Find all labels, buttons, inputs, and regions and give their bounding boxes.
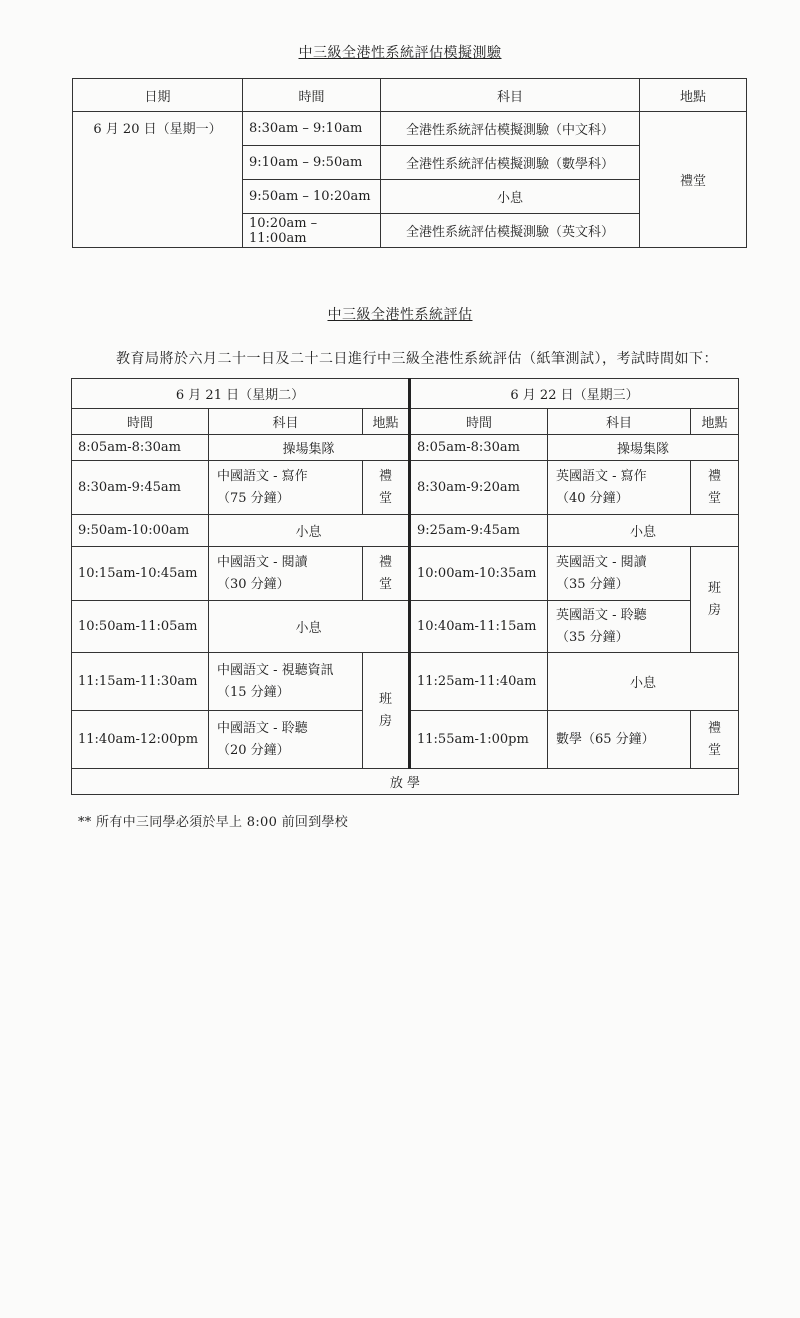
- day1-header-subject: 科目: [209, 409, 363, 435]
- subject-duration: （35 分鐘）: [556, 576, 629, 592]
- day1-r2-time: 10:15am-10:45am: [72, 547, 209, 601]
- table-row: [72, 435, 739, 461]
- header-venue: 地點: [640, 79, 747, 112]
- venue-char: 禮: [378, 468, 392, 484]
- day1-r1-time: 8:30am-9:45am: [72, 461, 209, 515]
- day2-r4-time: 11:55am-1:00pm: [410, 711, 548, 769]
- day2-assembly-time: 8:05am-8:30am: [410, 435, 548, 461]
- mock-subject: 全港性系統評估模擬測驗（英文科）: [381, 214, 640, 248]
- venue-char: 堂: [707, 490, 721, 506]
- subject-name: 中國語文 - 聆聽: [217, 720, 308, 736]
- subject-name: 英國語文 - 寫作: [556, 468, 647, 484]
- day1-r4-time: 11:40am-12:00pm: [72, 711, 209, 769]
- column-header-row: [72, 409, 739, 435]
- footnote: ** 所有中三同學必須於早上 8:00 前回到學校: [78, 815, 349, 830]
- mock-subject: 小息: [381, 180, 640, 214]
- day1-r3-time: 11:15am-11:30am: [72, 653, 209, 711]
- venue-char: 堂: [707, 742, 721, 758]
- header-date: 日期: [73, 79, 243, 112]
- day1-r2-venue: [363, 547, 410, 601]
- day1-break2-time: 10:50am-11:05am: [72, 601, 209, 653]
- subject-name: 中國語文 - 閱讀: [217, 554, 308, 570]
- day1-r1-venue: [363, 461, 410, 515]
- mock-time: 10:20am – 11:00am: [243, 214, 381, 248]
- day1-r3-subject: [209, 653, 363, 711]
- mock-time: 8:30am – 9:10am: [243, 112, 381, 146]
- subject-duration: （75 分鐘）: [217, 490, 290, 506]
- day2-header-subject: 科目: [548, 409, 691, 435]
- dismissal-row: [72, 769, 739, 795]
- day2-break1: 小息: [548, 515, 739, 547]
- day2-r3-subject: [548, 601, 691, 653]
- mock-test-table: [72, 78, 747, 248]
- subject-name: 英國語文 - 閱讀: [556, 554, 647, 570]
- subject-duration: （35 分鐘）: [556, 629, 629, 645]
- table-row: [73, 112, 747, 146]
- day2-assembly: 操場集隊: [548, 435, 739, 461]
- tsa-intro: 教育局將於六月二十一日及二十二日進行中三級全港性系統評估（紙筆測試），考試時間如下：: [116, 351, 718, 367]
- day2-header-time: 時間: [410, 409, 548, 435]
- mock-subject: 全港性系統評估模擬測驗（中文科）: [381, 112, 640, 146]
- subject-duration: （20 分鐘）: [217, 742, 290, 758]
- day-header-row: [72, 379, 739, 409]
- mock-time: 9:50am – 10:20am: [243, 180, 381, 214]
- day1-date: 6 月 21 日（星期二）: [72, 379, 410, 409]
- day1-assembly-time: 8:05am-8:30am: [72, 435, 209, 461]
- day2-r3-time: 10:40am-11:15am: [410, 601, 548, 653]
- day2-r1-venue: [691, 461, 739, 515]
- mock-date: 6 月 20 日（星期一）: [73, 112, 243, 248]
- subject-name: 中國語文 - 視聽資訊: [217, 662, 334, 678]
- day1-r2-subject: [209, 547, 363, 601]
- table-row: [72, 653, 739, 711]
- day2-date: 6 月 22 日（星期三）: [410, 379, 739, 409]
- mock-subject: 全港性系統評估模擬測驗（數學科）: [381, 146, 640, 180]
- day2-r1-time: 8:30am-9:20am: [410, 461, 548, 515]
- day2-r4-subject: 數學（65 分鐘）: [548, 711, 691, 769]
- day2-header-venue: 地點: [691, 409, 739, 435]
- day1-r34-venue: [363, 653, 410, 769]
- subject-duration: （30 分鐘）: [217, 576, 290, 592]
- header-time: 時間: [243, 79, 381, 112]
- day2-r23-venue: [691, 547, 739, 653]
- day1-header-venue: 地點: [363, 409, 410, 435]
- dismissal: 放 學: [72, 769, 739, 795]
- mock-venue: 禮堂: [640, 112, 747, 248]
- day1-header-time: 時間: [72, 409, 209, 435]
- venue-char: 禮: [707, 468, 721, 484]
- venue-char: 禮: [378, 554, 392, 570]
- mock-time: 9:10am – 9:50am: [243, 146, 381, 180]
- day1-break2: 小息: [209, 601, 410, 653]
- table-row: [72, 601, 739, 653]
- header-subject: 科目: [381, 79, 640, 112]
- venue-char: 班: [707, 580, 721, 596]
- venue-char: 房: [707, 602, 721, 618]
- day1-r4-subject: [209, 711, 363, 769]
- table-header-row: [73, 79, 747, 112]
- day2-break1-time: 9:25am-9:45am: [410, 515, 548, 547]
- tsa-title: 中三級全港性系統評估: [327, 307, 473, 323]
- table-row: [72, 547, 739, 601]
- venue-char: 堂: [378, 490, 392, 506]
- subject-duration: （40 分鐘）: [556, 490, 629, 506]
- venue-char: 堂: [378, 576, 392, 592]
- day2-r2-subject: [548, 547, 691, 601]
- day2-break2: 小息: [548, 653, 739, 711]
- day1-break1-time: 9:50am-10:00am: [72, 515, 209, 547]
- subject-duration: （15 分鐘）: [217, 684, 290, 700]
- day2-r1-subject: [548, 461, 691, 515]
- table-row: [72, 515, 739, 547]
- day2-r2-time: 10:00am-10:35am: [410, 547, 548, 601]
- day1-break1: 小息: [209, 515, 410, 547]
- venue-char: 班: [378, 691, 392, 707]
- table-row: [72, 461, 739, 515]
- tsa-schedule-table: [71, 378, 739, 795]
- subject-name: 英國語文 - 聆聽: [556, 607, 647, 623]
- subject-name: 中國語文 - 寫作: [217, 468, 308, 484]
- day2-break2-time: 11:25am-11:40am: [410, 653, 548, 711]
- day1-assembly: 操場集隊: [209, 435, 410, 461]
- mock-test-title: 中三級全港性系統評估模擬測驗: [298, 45, 502, 61]
- venue-char: 房: [378, 713, 392, 729]
- venue-char: 禮: [707, 720, 721, 736]
- day1-r1-subject: [209, 461, 363, 515]
- day2-r4-venue: [691, 711, 739, 769]
